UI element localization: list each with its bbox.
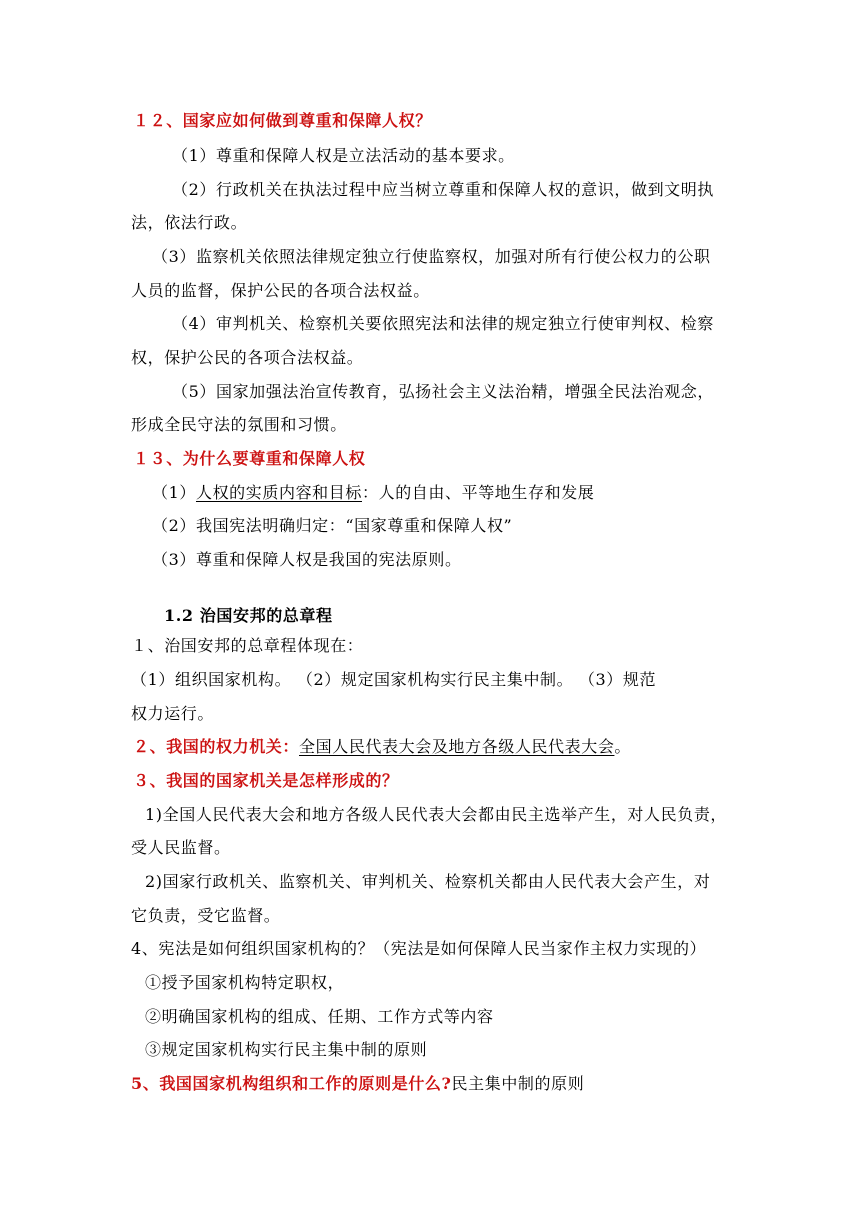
section-item-2 — [133, 737, 631, 757]
section-item-4-b: ②明确国家机构的组成、任期、工作方式等内容 — [145, 1007, 494, 1026]
section-item-3-point-2-line-1: 2)国家行政机关、监察机关、审判机关、检察机关都由人民代表大会产生，对 — [145, 872, 711, 891]
section-item-3-point-2-line-2: 它负责，受它监督。 — [131, 906, 281, 925]
q13-point-1-suffix: ：人的自由、平等地生存和发展 — [362, 483, 595, 502]
section-item-4: 4、宪法是如何组织国家机构的？（宪法是如何保障人民当家作主权力实现的） — [131, 939, 707, 958]
q12-heading: １２、国家应如何做到尊重和保障人权？ — [133, 111, 432, 130]
q12-point-4-line-1: （4）审判机关、检察机关要依照宪法和法律的规定独立行使审判权、检察 — [172, 314, 714, 333]
q12-point-2-line-1: （2）行政机关在执法过程中应当树立尊重和保障人权的意识，做到文明执 — [172, 180, 714, 199]
q13-point-1-underlined: 人权的实质内容和目标 — [195, 483, 362, 502]
q12-point-2-line-2: 法，依法行政。 — [131, 213, 248, 232]
section-item-3-heading: ３、我国的国家机关是怎样形成的？ — [133, 771, 399, 790]
section-item-5 — [131, 1074, 584, 1094]
q12-point-5-line-1: （5）国家加强法治宣传教育，弘扬社会主义法治精，增强全民法治观念， — [172, 382, 714, 401]
q13-point-1 — [152, 483, 594, 503]
section-item-4-c: ③规定国家机构实行民主集中制的原则 — [145, 1040, 428, 1059]
q12-point-3-line-2: 人员的监督，保护公民的各项合法权益。 — [131, 281, 430, 300]
section-1-2-title: 1.2 治国安邦的总章程 — [164, 606, 333, 625]
section-item-1-line-b: 权力运行。 — [131, 704, 215, 723]
section-item-2-heading: ２、我国的权力机关： — [133, 737, 300, 756]
section-item-1-line-a: （1）组织国家机构。 （2）规定国家机构实行民主集中制。 （3）规范 — [131, 670, 657, 689]
section-item-2-end: 。 — [614, 737, 632, 756]
q13-point-1-prefix: （1） — [152, 483, 196, 502]
section-item-5-answer: 民主集中制的原则 — [451, 1074, 585, 1093]
section-item-1: １、治国安邦的总章程体现在： — [131, 636, 364, 655]
q13-point-3: （3）尊重和保障人权是我国的宪法原则。 — [152, 550, 462, 569]
q12-point-1: （1）尊重和保障人权是立法活动的基本要求。 — [172, 146, 515, 165]
section-item-3-point-1-line-1: 1)全国人民代表大会和地方各级人民代表大会都由民主选举产生，对人民负责， — [145, 805, 728, 824]
q12-point-4-line-2: 权，保护公民的各项合法权益。 — [131, 348, 364, 367]
q12-point-5-line-2: 形成全民守法的氛围和习惯。 — [131, 415, 347, 434]
q13-point-2: （2）我国宪法明确归定：“国家尊重和保障人权” — [152, 516, 513, 535]
q13-heading: １３、为什么要尊重和保障人权 — [133, 449, 366, 468]
section-item-5-heading: 5、我国国家机构组织和工作的原则是什么? — [131, 1074, 452, 1093]
section-item-2-underlined: 全国人民代表大会及地方各级人民代表大会 — [299, 737, 615, 756]
section-item-4-a: ①授予国家机构特定职权， — [145, 973, 345, 992]
q12-point-3-line-1: （3）监察机关依照法律规定独立行使监察权，加强对所有行使公权力的公职 — [152, 247, 711, 266]
section-item-3-point-1-line-2: 受人民监督。 — [131, 838, 231, 857]
